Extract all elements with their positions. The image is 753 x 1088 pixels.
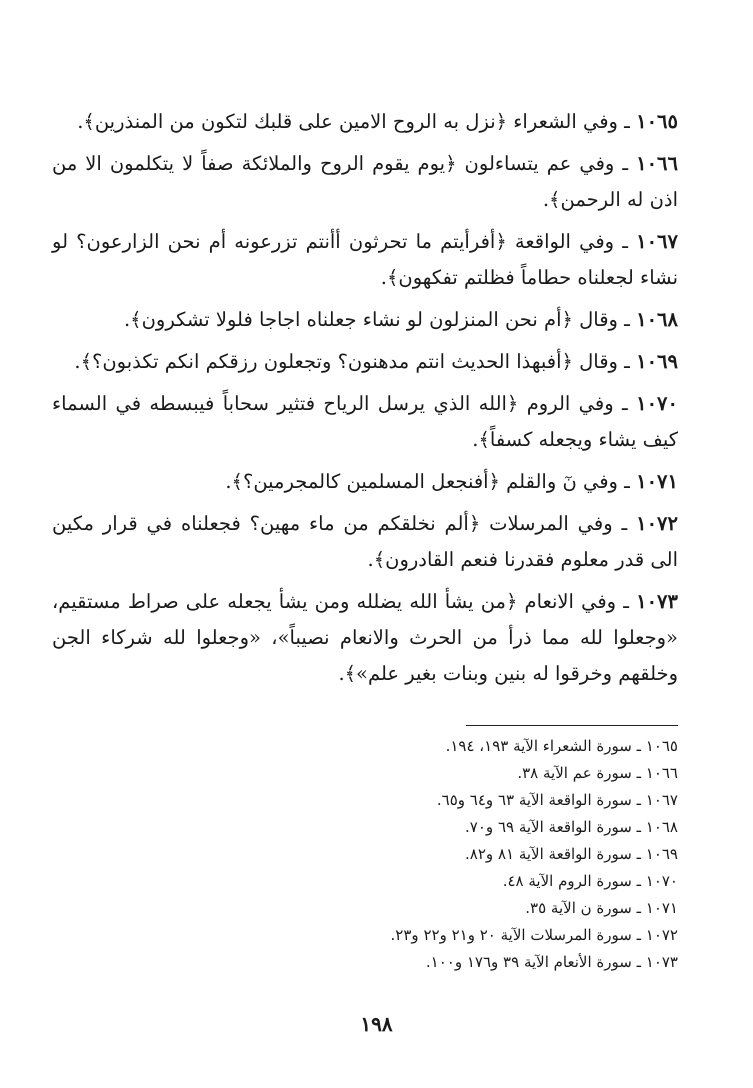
entry-text: ـ وفي نٓ والقلم ﴿أفنجعل المسلمين كالمجرمين؟﴾. [225, 470, 630, 493]
footnote: ١٠٦٧ ـ سورة الواقعة الآية ٦٣ و٦٤ و٦٥. [436, 791, 678, 809]
entry-number: ١٠٦٦ [636, 152, 679, 175]
entry-1073 [52, 584, 678, 692]
entry-text: ـ وفي الروم ﴿الله الذي يرسل الرياح فتثير سحاباً فيبسطه في السماء كيف يشاء ويجعله كسفاً﴾. [52, 392, 678, 451]
entry-1065 [52, 104, 678, 140]
footnote: ١٠٧٣ ـ سورة الأنعام الآية ٣٩ و١٧٦ و١٠٠. [425, 953, 678, 971]
entry-1068 [52, 302, 678, 338]
entry-number: ١٠٧٢ [636, 512, 678, 535]
entry-number: ١٠٦٧ [636, 230, 678, 253]
footnote: ١٠٧٠ ـ سورة الروم الآية ٤٨. [502, 872, 678, 890]
entry-text: ـ وفي عم يتساءلون ﴿يوم يقوم الروح والملائكة صفاً لا يتكلمون الا من اذن له الرحمن﴾. [52, 152, 678, 211]
entry-1067 [52, 224, 678, 296]
entry-text: ـ وفي المرسلات ﴿ألم نخلقكم من ماء مهين؟ فجعلناه في قرار مكين الى قدر معلوم فقدرنا فنعم القادرون﴾. [52, 512, 678, 571]
entry-text: ـ وفي الشعراء ﴿نزل به الروح الامين على قلبك لتكون من المنذرين﴾. [77, 110, 630, 133]
entry-text: ـ وفي الواقعة ﴿أفرأيتم ما تحرثون أأنتم تزرعونه أم نحن الزارعون؟ لو نشاء لجعلناه حطاماً فظلتم تفكهون﴾. [52, 230, 678, 289]
footnote: ١٠٧٢ ـ سورة المرسلات الآية ٢٠ و٢١ و٢٢ و٢٣. [390, 926, 678, 944]
entry-number: ١٠٦٨ [636, 308, 678, 331]
entry-1071 [52, 464, 678, 500]
entry-text: ـ وقال ﴿أم نحن المنزلون لو نشاء جعلناه اجاجا فلولا تشكرون﴾. [123, 308, 630, 331]
footnotes [150, 733, 678, 976]
entry-1072 [52, 506, 678, 578]
entry-1070 [52, 386, 678, 458]
footnote: ١٠٦٩ ـ سورة الواقعة الآية ٨١ و٨٢. [465, 845, 678, 863]
entry-1069 [52, 344, 678, 380]
footnote-divider [466, 725, 678, 726]
page-number: ١٩٨ [360, 1012, 393, 1036]
main-text [52, 104, 678, 698]
entry-1066 [52, 146, 678, 218]
footnote: ١٠٦٥ ـ سورة الشعراء الآية ١٩٣، ١٩٤. [445, 737, 678, 755]
footnote: ١٠٧١ ـ سورة ن الآية ٣٥. [525, 899, 678, 917]
entry-text: ـ وقال ﴿أفبهذا الحديث انتم مدهنون؟ وتجعلون رزقكم انكم تكذبون؟﴾. [74, 350, 630, 373]
entry-number: ١٠٧٣ [636, 590, 678, 613]
entry-text: ـ وفي الانعام ﴿من يشأ الله يضلله ومن يشأ يجعله على صراط مستقيم، «وجعلوا لله مما ذرأ من الحرث والانعام نصيباً»، «وجعلوا لله شركاء الجن وخلقهم وخرقوا له بنين وبنات بغير علم»﴾. [52, 590, 678, 685]
entry-number: ١٠٦٩ [636, 350, 678, 373]
entry-number: ١٠٧٠ [636, 392, 678, 415]
footnote: ١٠٦٦ ـ سورة عم الآية ٣٨. [517, 764, 678, 782]
footnote: ١٠٦٨ ـ سورة الواقعة الآية ٦٩ و٧٠. [465, 818, 678, 836]
entry-number: ١٠٧١ [636, 470, 678, 493]
entry-number: ١٠٦٥ [636, 110, 678, 133]
